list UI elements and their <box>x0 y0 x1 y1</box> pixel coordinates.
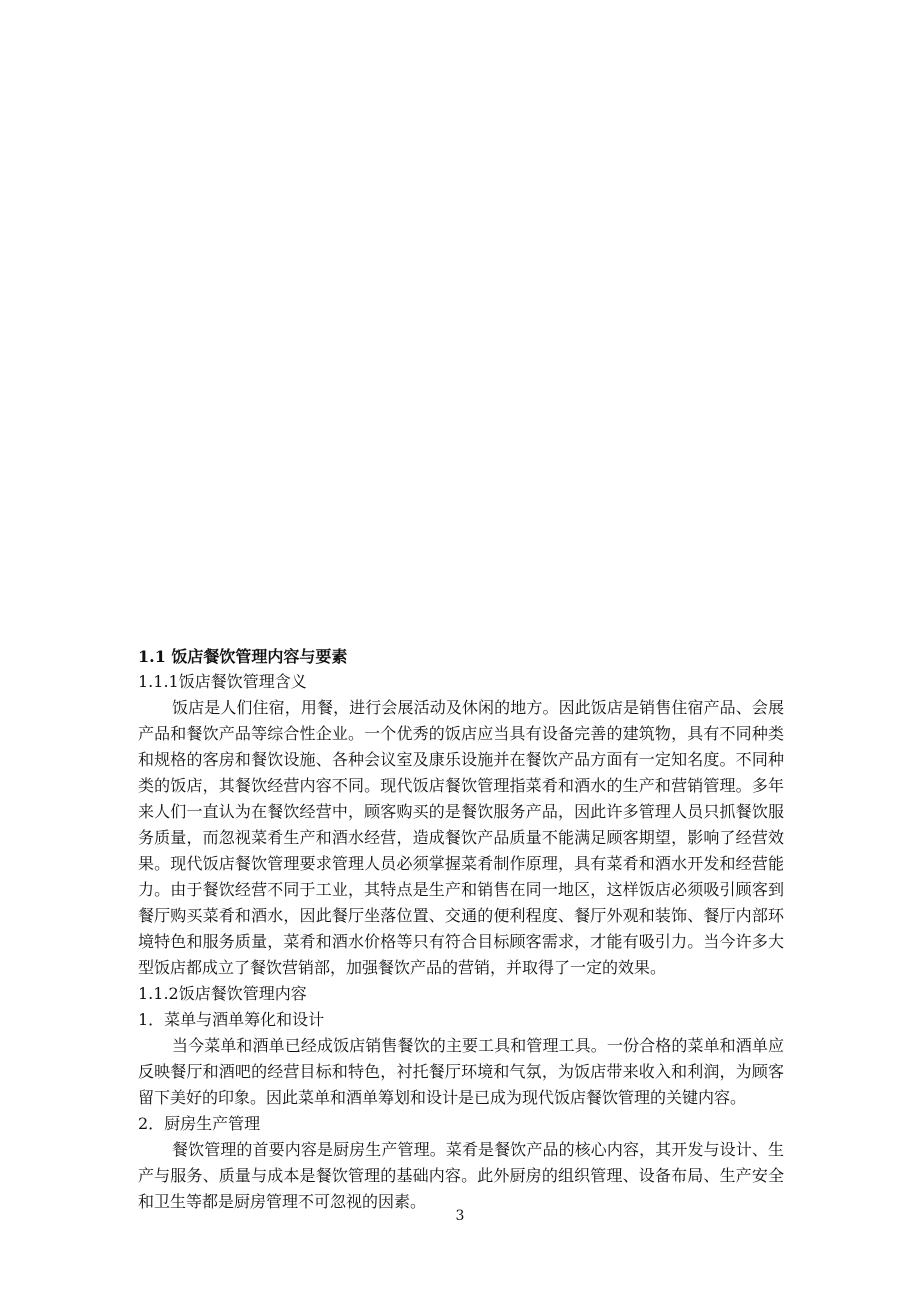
paragraph-line: 和卫生等都是厨房管理不可忽视的因素。 <box>138 1192 427 1211</box>
paragraph-line: 饭店是人们住宿，用餐，进行会展活动及休闲的地方。因此饭店是销售住宿产品、会展 <box>172 698 784 717</box>
paragraph-line: 务质量，而忽视菜肴生产和酒水经营，造成餐饮产品质量不能满足顾客期望，影响了经营效 <box>138 828 784 847</box>
subsection-title-1: 1.1.1饭店餐饮管理含义 <box>138 672 307 691</box>
item-title-kitchen: 2．厨房生产管理 <box>138 1114 261 1133</box>
document-body <box>138 644 784 1215</box>
paragraph-line: 来人们一直认为在餐饮经营中，顾客购买的是餐饮服务产品，因此许多管理人员只抓餐饮服 <box>138 802 784 821</box>
paragraph-line: 餐厅购买菜肴和酒水，因此餐厅坐落位置、交通的便利程度、餐厅外观和装饰、餐厅内部环 <box>138 906 784 925</box>
subsection-title-2: 1.1.2饭店餐饮管理内容 <box>138 984 307 1003</box>
paragraph-line: 留下美好的印象。因此菜单和酒单筹划和设计是已成为现代饭店餐饮管理的关键内容。 <box>138 1088 747 1107</box>
paragraph-line: 餐饮管理的首要内容是厨房生产管理。菜肴是餐饮产品的核心内容，其开发与设计、生 <box>172 1140 784 1159</box>
paragraph-line: 产与服务、质量与成本是餐饮管理的基础内容。此外厨房的组织管理、设备布局、生产安全 <box>138 1166 784 1185</box>
paragraph-line: 类的饭店，其餐饮经营内容不同。现代饭店餐饮管理指菜肴和酒水的生产和营销管理。多年 <box>138 776 784 795</box>
paragraph-line: 当今菜单和酒单已经成饭店销售餐饮的主要工具和管理工具。一份合格的菜单和酒单应 <box>172 1036 784 1055</box>
paragraph-kitchen <box>138 1137 784 1215</box>
paragraph-line: 果。现代饭店餐饮管理要求管理人员必须掌握菜肴制作原理，具有菜肴和酒水开发和经营能 <box>138 854 784 873</box>
paragraph-line: 反映餐厅和酒吧的经营目标和特色，衬托餐厅环境和气氛，为饭店带来收入和利润，为顾客 <box>138 1062 784 1081</box>
paragraph-line: 型饭店都成立了餐饮营销部，加强餐饮产品的营销，并取得了一定的效果。 <box>138 958 667 977</box>
paragraph-meaning <box>138 695 784 981</box>
paragraph-line: 境特色和服务质量，菜肴和酒水价格等只有符合目标顾客需求，才能有吸引力。当今许多大 <box>138 932 784 951</box>
paragraph-line: 产品和餐饮产品等综合性企业。一个优秀的饭店应当具有设备完善的建筑物，具有不同种类 <box>138 724 784 743</box>
section-title: 1.1 饭店餐饮管理内容与要素 <box>138 647 348 666</box>
item-title-menu: 1．菜单与酒单筹化和设计 <box>138 1010 325 1029</box>
page-number: 3 <box>455 1208 465 1224</box>
paragraph-line: 力。由于餐饮经营不同于工业，其特点是生产和销售在同一地区，这样饭店必须吸引顾客到 <box>138 880 784 899</box>
paragraph-menu <box>138 1033 784 1111</box>
paragraph-line: 和规格的客房和餐饮设施、各种会议室及康乐设施并在餐饮产品方面有一定知名度。不同种 <box>138 750 784 769</box>
